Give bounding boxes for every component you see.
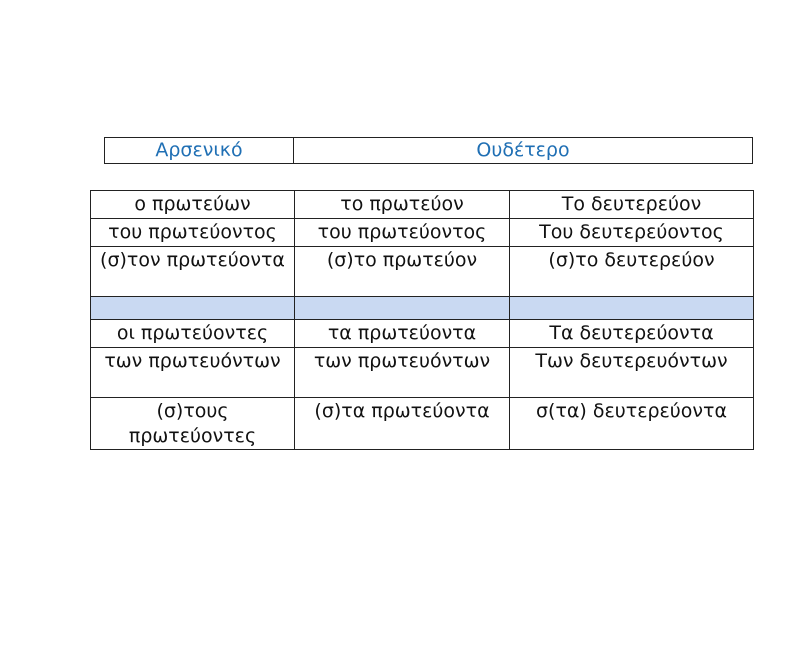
declension-table bbox=[90, 190, 754, 450]
table-row bbox=[91, 398, 754, 450]
table-cell: του πρωτεύοντος bbox=[295, 219, 510, 247]
table-cell: των πρωτευόντων bbox=[91, 348, 295, 398]
header-neuter: Ουδέτερο bbox=[294, 138, 753, 164]
table-cell: (σ)το δευτερεύον bbox=[510, 247, 754, 297]
table-cell: των πρωτευόντων bbox=[295, 348, 510, 398]
header-masculine: Αρσενικό bbox=[105, 138, 294, 164]
table-cell: το πρωτεύον bbox=[295, 191, 510, 219]
table-cell: (σ)τον πρωτεύοντα bbox=[91, 247, 295, 297]
table-cell: οι πρωτεύοντες bbox=[91, 320, 295, 348]
header-row bbox=[105, 138, 753, 164]
table-cell: σ(τα) δευτερεύοντα bbox=[510, 398, 754, 450]
table-cell: (σ)τα πρωτεύοντα bbox=[295, 398, 510, 450]
separator-cell bbox=[295, 297, 510, 320]
table-cell: (σ)τους πρωτεύοντες bbox=[91, 398, 295, 450]
separator-cell bbox=[510, 297, 754, 320]
table-cell: ο πρωτεύων bbox=[91, 191, 295, 219]
table-cell: (σ)το πρωτεύον bbox=[295, 247, 510, 297]
table-cell: τα πρωτεύοντα bbox=[295, 320, 510, 348]
table-row bbox=[91, 219, 754, 247]
gender-header-table bbox=[104, 137, 753, 164]
separator-cell bbox=[91, 297, 295, 320]
table-cell: Το δευτερεύον bbox=[510, 191, 754, 219]
table-cell: Του δευτερεύοντος bbox=[510, 219, 754, 247]
table-row bbox=[91, 320, 754, 348]
separator-row bbox=[91, 297, 754, 320]
table-row bbox=[91, 191, 754, 219]
table-cell: Τα δευτερεύοντα bbox=[510, 320, 754, 348]
table-row bbox=[91, 247, 754, 297]
table-row bbox=[91, 348, 754, 398]
table-cell: του πρωτεύοντος bbox=[91, 219, 295, 247]
table-cell: Των δευτερευόντων bbox=[510, 348, 754, 398]
